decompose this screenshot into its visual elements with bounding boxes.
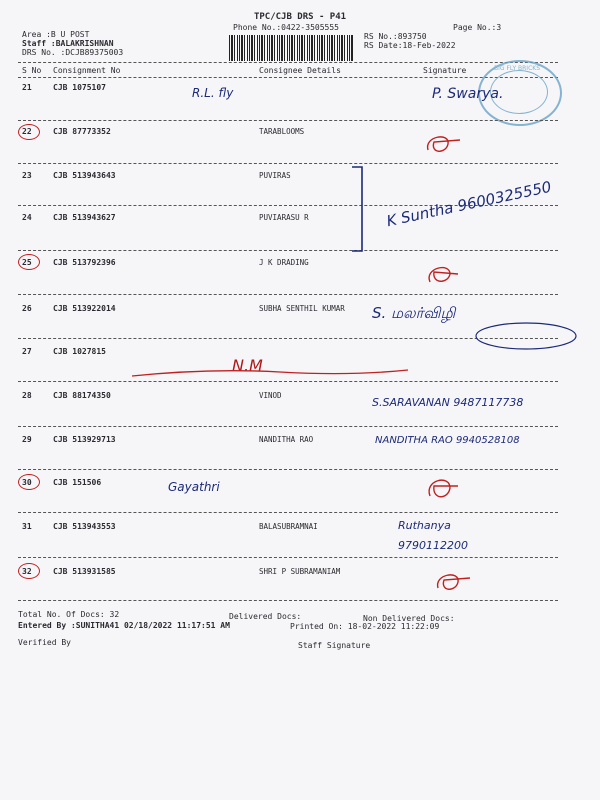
- row-sno: 32: [22, 567, 32, 576]
- column-signature: Signature: [423, 66, 467, 75]
- row-consignee: SHRI P SUBRAMANIAM: [259, 567, 341, 576]
- row-consignee: PUVIARASU R: [259, 213, 309, 222]
- row-consignment: CJB 513943553: [53, 522, 116, 531]
- signature: K Suntha 9600325550: [384, 177, 553, 231]
- row-consignment: CJB 513943627: [53, 213, 116, 222]
- row-consignee: SUBHA SENTHIL KUMAR: [259, 304, 345, 313]
- row-consignment: CJB 1075107: [53, 83, 106, 92]
- phone-number: Phone No.:0422-3505555: [233, 23, 339, 32]
- row-sno: 28: [22, 391, 32, 400]
- row-sno: 26: [22, 304, 32, 313]
- row-consignment: CJB 513929713: [53, 435, 116, 444]
- row-sno: 24: [22, 213, 32, 222]
- row-sno: 29: [22, 435, 32, 444]
- non-delivered-docs: Non Delivered Docs:: [363, 614, 455, 623]
- row-consignee: J K DRADING: [259, 258, 309, 267]
- verified-by: Verified By: [18, 638, 71, 647]
- row-sno: 31: [22, 522, 32, 531]
- column-consignment: Consignment No: [53, 66, 121, 75]
- red-scribble: [420, 470, 470, 506]
- drs-number: DRS No. :DCJB89375003: [22, 48, 124, 57]
- barcode: [229, 35, 354, 61]
- column-sno: S No: [22, 66, 42, 75]
- row-consignment: CJB 513943643: [53, 171, 116, 180]
- row-consignment: CJB 87773352: [53, 127, 111, 136]
- row-consignment: CJB 88174350: [53, 391, 111, 400]
- entered-by: Entered By :SUNITHA41 02/18/2022 11:17:51 AM: [18, 621, 230, 630]
- row-sno: 27: [22, 347, 32, 356]
- red-scribble: [420, 130, 470, 160]
- row-consignee: BALASUBRAMNAI: [259, 522, 318, 531]
- row-sno: 25: [22, 258, 32, 267]
- column-consignee: Consignee Details: [259, 66, 341, 75]
- row-consignment: CJB 513922014: [53, 304, 116, 313]
- row-consignee: NANDITHA RAO: [259, 435, 314, 444]
- row-sno: 30: [22, 478, 32, 487]
- page-number: Page No.:3: [453, 23, 502, 32]
- row-consignment: CJB 513792396: [53, 258, 116, 267]
- row-consignee: TARABLOOMS: [259, 127, 305, 136]
- red-scribble: [420, 260, 470, 290]
- row-sno: 23: [22, 171, 32, 180]
- row-consignment: CJB 513931585: [53, 567, 116, 576]
- signature: S.SARAVANAN 9487117738: [372, 396, 524, 409]
- total-docs: Total No. Of Docs: 32: [18, 610, 120, 619]
- staff-field: Staff :BALAKRISHNAN: [22, 39, 114, 48]
- rs-date: RS Date:18-Feb-2022: [364, 41, 456, 50]
- bracket-mark: [350, 165, 368, 255]
- row-consignment: CJB 151506: [53, 478, 102, 487]
- row-consignee: VINOD: [259, 391, 282, 400]
- signature: P. Swarya.: [432, 86, 504, 102]
- handwritten-note: Gayathri: [168, 480, 220, 494]
- signature: S. மலர்விழி: [372, 304, 456, 322]
- red-scribble: [430, 568, 480, 596]
- handwritten-note: R.L. fly: [192, 86, 234, 100]
- signature: NANDITHA RAO 9940528108: [375, 435, 520, 446]
- area-field: Area :B U POST: [22, 30, 90, 39]
- row-sno: 21: [22, 83, 32, 92]
- row-sno: 22: [22, 127, 32, 136]
- row-consignment: CJB 1027815: [53, 347, 106, 356]
- handwritten-note: N.M: [232, 356, 263, 375]
- stamp-text: BIG FLY BRICKS: [494, 65, 540, 72]
- page-title: TPC/CJB DRS - P41: [253, 12, 347, 22]
- staff-signature: Staff Signature: [298, 641, 371, 650]
- delivered-docs: Delivered Docs:: [229, 612, 302, 621]
- printed-on: Printed On: 18-02-2022 11:22:09: [290, 622, 440, 631]
- signature-loop: [474, 318, 579, 353]
- rs-number: RS No.:893750: [364, 32, 427, 41]
- row-consignee: PUVIRAS: [259, 171, 291, 180]
- signature: Ruthanya 9790112200: [398, 519, 468, 552]
- red-strike-line: [130, 362, 410, 382]
